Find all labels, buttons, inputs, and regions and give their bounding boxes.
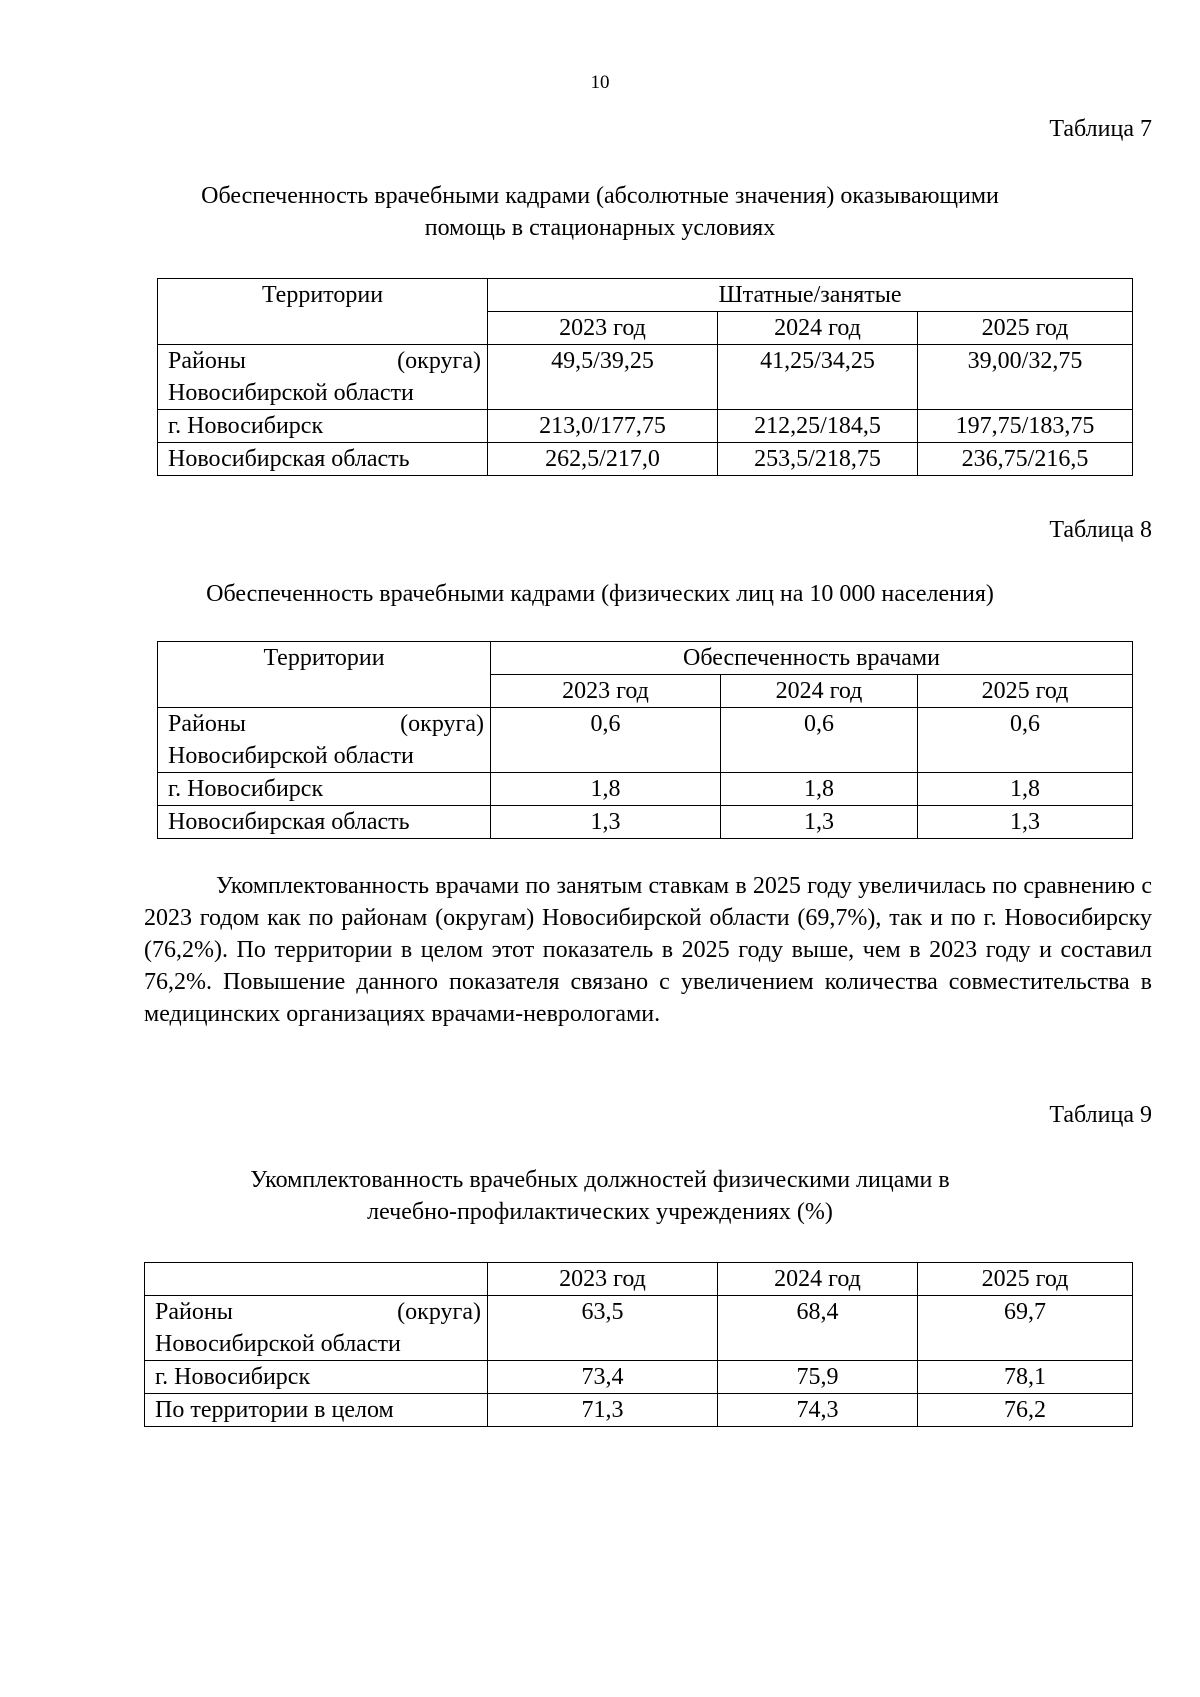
table7-caption: Таблица 7 (1049, 116, 1152, 142)
row-territory: Новосибирская область (158, 806, 491, 839)
row-territory (158, 345, 488, 410)
territory-word: (округа) (397, 1299, 481, 1325)
table-row (158, 773, 1133, 806)
row-territory: г. Новосибирск (145, 1361, 488, 1394)
territory-word: Районы (168, 711, 246, 737)
territory-word: Районы (155, 1299, 233, 1325)
table9-year-2024: 2024 год (718, 1263, 918, 1296)
cell-value: 1,3 (918, 806, 1133, 839)
cell-value: 39,00/32,75 (918, 345, 1133, 410)
table7-year-2024: 2024 год (718, 312, 918, 345)
table-row (145, 1394, 1133, 1427)
row-territory: г. Новосибирск (158, 773, 491, 806)
cell-value: 78,1 (918, 1361, 1133, 1394)
row-territory: По территории в целом (145, 1394, 488, 1427)
cell-value: 41,25/34,25 (718, 345, 918, 410)
table8-caption: Таблица 8 (1049, 517, 1152, 543)
row-territory: г. Новосибирск (158, 410, 488, 443)
row-territory (158, 708, 491, 773)
cell-value: 74,3 (718, 1394, 918, 1427)
cell-value: 197,75/183,75 (918, 410, 1133, 443)
table8-year-2023: 2023 год (491, 675, 721, 708)
territory-line2: Новосибирской области (155, 1331, 401, 1357)
cell-value: 49,5/39,25 (488, 345, 718, 410)
table9-title (150, 1164, 1050, 1228)
cell-value: 262,5/217,0 (488, 443, 718, 476)
table-row (158, 443, 1133, 476)
cell-value: 68,4 (718, 1296, 918, 1361)
table9-caption: Таблица 9 (1049, 1102, 1152, 1128)
territory-word: (округа) (397, 348, 481, 374)
table7-year-2023: 2023 год (488, 312, 718, 345)
cell-value: 69,7 (918, 1296, 1133, 1361)
cell-value: 1,3 (721, 806, 918, 839)
row-territory: Новосибирская область (158, 443, 488, 476)
table-row (158, 708, 1133, 773)
cell-value: 71,3 (488, 1394, 718, 1427)
table8-header-group: Обеспеченность врачами (491, 642, 1133, 675)
table7-title-line2: помощь в стационарных условиях (424, 215, 776, 241)
page-number: 10 (590, 72, 610, 93)
table8-year-2025: 2025 год (918, 675, 1133, 708)
table-row (158, 345, 1133, 410)
territory-word: Районы (168, 348, 246, 374)
territory-word: (округа) (400, 711, 484, 737)
cell-value: 0,6 (491, 708, 721, 773)
cell-value: 236,75/216,5 (918, 443, 1133, 476)
table-row (145, 1361, 1133, 1394)
cell-value: 1,8 (918, 773, 1133, 806)
table9-header-empty (145, 1263, 488, 1296)
table7-header-territory: Территории (158, 279, 488, 345)
table-row (158, 410, 1133, 443)
table7 (157, 278, 1133, 476)
table9-year-2025: 2025 год (918, 1263, 1133, 1296)
territory-line2: Новосибирской области (168, 743, 414, 769)
cell-value: 212,25/184,5 (718, 410, 918, 443)
cell-value: 1,8 (491, 773, 721, 806)
cell-value: 253,5/218,75 (718, 443, 918, 476)
table8-header-territory: Территории (158, 642, 491, 708)
row-territory (145, 1296, 488, 1361)
table8-title: Обеспеченность врачебными кадрами (физических лиц на 10 000 населения) (206, 581, 994, 607)
body-paragraph: Укомплектованность врачами по занятым ставкам в 2025 году увеличилась по сравнению с 2023 годом как по районам (округам) Новосибирской области (69,7%), так и по г. Новосибирску (76,2%). По территории в целом этот показатель в 2025 году выше, чем в 2023 году и составил 76,2%. Повышение данного показателя связано с увеличением количества совместительства в медицинских организациях врачами-неврологами. (144, 873, 1152, 1027)
cell-value: 213,0/177,75 (488, 410, 718, 443)
table9-title-line1: Укомплектованность врачебных должностей физическими лицами в (250, 1167, 950, 1193)
cell-value: 0,6 (918, 708, 1133, 773)
table9-year-2023: 2023 год (488, 1263, 718, 1296)
table-row (145, 1296, 1133, 1361)
table8 (157, 641, 1133, 839)
cell-value: 76,2 (918, 1394, 1133, 1427)
cell-value: 1,8 (721, 773, 918, 806)
table7-title (150, 180, 1050, 244)
table7-header-group: Штатные/занятые (488, 279, 1133, 312)
cell-value: 73,4 (488, 1361, 718, 1394)
cell-value: 63,5 (488, 1296, 718, 1361)
table8-year-2024: 2024 год (721, 675, 918, 708)
table7-title-line1: Обеспеченность врачебными кадрами (абсолютные значения) оказывающими (201, 183, 999, 209)
territory-line2: Новосибирской области (168, 380, 414, 406)
cell-value: 1,3 (491, 806, 721, 839)
table9 (144, 1262, 1133, 1427)
table9-title-line2: лечебно-профилактических учреждениях (%) (367, 1199, 833, 1225)
cell-value: 75,9 (718, 1361, 918, 1394)
table-row (158, 806, 1133, 839)
cell-value: 0,6 (721, 708, 918, 773)
table7-year-2025: 2025 год (918, 312, 1133, 345)
